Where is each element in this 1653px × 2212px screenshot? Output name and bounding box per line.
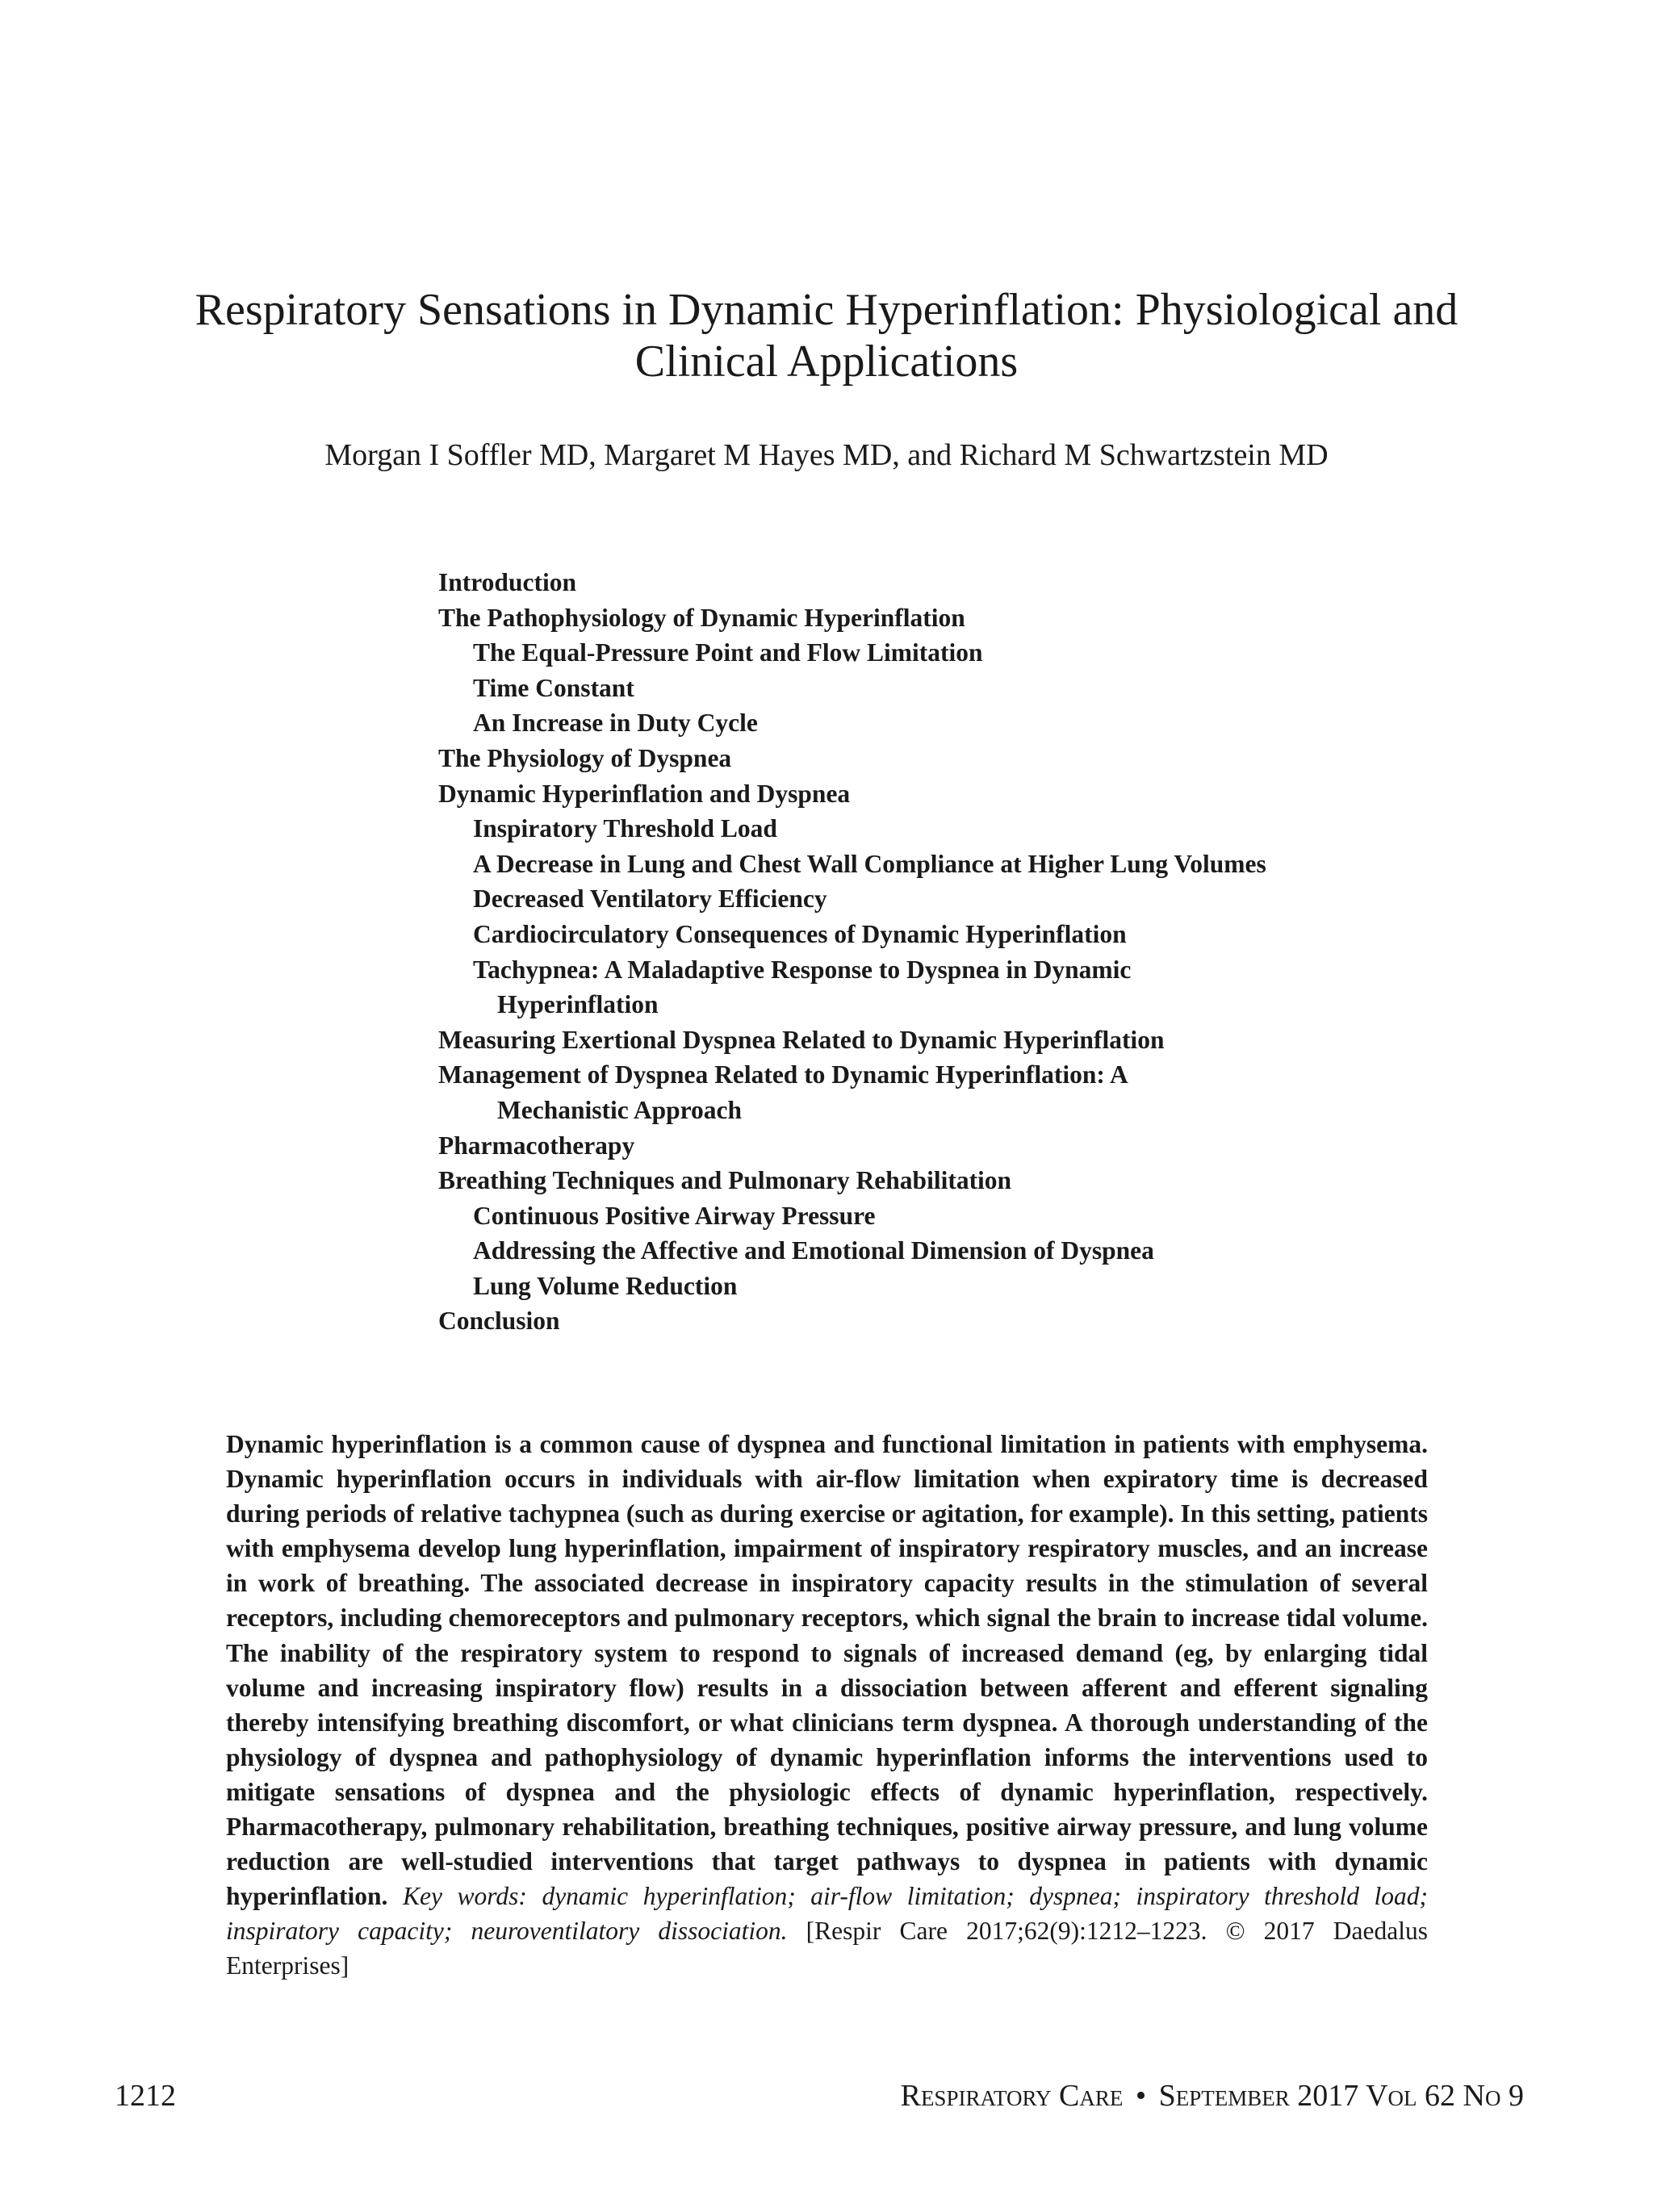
author-list: Morgan I Soffler MD, Margaret M Hayes MD, and Richard M Schwartzstein MD xyxy=(324,438,1329,472)
keywords-list: dynamic hyperinflation; air-flow limitation; dyspnea; inspiratory threshold load; inspiratory capacity; neuroventilatory dissociation. xyxy=(226,1882,1429,1946)
toc-item: Hyperinflation xyxy=(497,990,659,1019)
toc-item: An Increase in Duty Cycle xyxy=(473,709,758,738)
toc-item: Pharmacotherapy xyxy=(438,1131,635,1160)
toc-item: Continuous Positive Airway Pressure xyxy=(473,1201,876,1230)
abstract xyxy=(226,1427,1428,1984)
toc-item: Decreased Ventilatory Efficiency xyxy=(473,884,827,914)
issue-info: September 2017 Vol 62 No 9 xyxy=(1158,2079,1524,2113)
toc-item: Lung Volume Reduction xyxy=(473,1271,738,1300)
toc-item: The Equal-Pressure Point and Flow Limitation xyxy=(473,638,983,667)
abstract-body: Dynamic hyperinflation is a common cause of dyspnea and functional limitation in patients with emphysema. Dynamic hyperinflation occurs in individuals with air-flow limitation when expiratory time is decreased during periods of relative tachypnea (such as during exercise or agitation, for example). In this setting, patients with emphysema develop lung hyperinflation, impairment of inspiratory respiratory muscles, and an increase in work of breathing. The associated decrease in inspiratory capacity results in the stimulation of several receptors, including chemoreceptors and pulmonary receptors, which signal the brain to increase tidal volume. The inability of the respiratory system to respond to signals of increased demand (eg, by enlarging tidal volume and increasing inspiratory flow) results in a dissociation between afferent and efferent signaling thereby intensifying breathing discomfort, or what clinicians term dyspnea. A thorough understanding of the physiology of dyspnea and pathophysiology of dynamic hyperinflation informs the interventions used to mitigate sensations of dyspnea and the physiologic effects of dynamic hyperinflation, respectively. Pharmacotherapy, pulmonary rehabilitation, breathing techniques, positive airway pressure, and lung volume reduction are well-studied interventions that target pathways to dyspnea in patients with dynamic hyperinflation. xyxy=(226,1430,1428,1911)
article-title xyxy=(121,284,1532,387)
toc-item: A Decrease in Lung and Chest Wall Compliance at Higher Lung Volumes xyxy=(473,849,1266,878)
toc-item: Dynamic Hyperinflation and Dyspnea xyxy=(438,779,851,808)
toc-item: The Pathophysiology of Dynamic Hyperinflation xyxy=(438,603,965,632)
citation: [Respir Care 2017;62(9):1212–1223. © 2017 Daedalus Enterprises] xyxy=(226,1917,1429,1980)
bullet-separator: • xyxy=(1135,2079,1147,2113)
toc-item: Time Constant xyxy=(473,673,634,702)
article-title-line-2: Clinical Applications xyxy=(634,337,1019,387)
journal-name: Respiratory Care xyxy=(900,2079,1124,2113)
toc-item: Conclusion xyxy=(438,1307,560,1336)
toc-item: Breathing Techniques and Pulmonary Rehabilitation xyxy=(438,1166,1012,1195)
table-of-contents xyxy=(438,565,1407,1339)
toc-item: Introduction xyxy=(438,568,576,596)
keywords-label: Key words: xyxy=(402,1882,527,1911)
toc-item: The Physiology of Dyspnea xyxy=(438,743,732,772)
page-number: 1212 xyxy=(115,2079,176,2113)
toc-item: Management of Dyspnea Related to Dynamic Hyperinflation: A xyxy=(438,1060,1128,1089)
journal-footer xyxy=(901,2078,1524,2114)
article-title-line-1: Respiratory Sensations in Dynamic Hyperinflation: Physiological and xyxy=(195,285,1458,335)
toc-item: Cardiocirculatory Consequences of Dynamic Hyperinflation xyxy=(473,919,1127,948)
toc-item: Tachypnea: A Maladaptive Response to Dyspnea in Dynamic xyxy=(473,955,1132,984)
toc-item: Addressing the Affective and Emotional Dimension of Dyspnea xyxy=(473,1236,1154,1265)
toc-item: Inspiratory Threshold Load xyxy=(473,814,777,843)
toc-item: Mechanistic Approach xyxy=(497,1095,743,1124)
toc-item: Measuring Exertional Dyspnea Related to Dynamic Hyperinflation xyxy=(438,1025,1165,1054)
